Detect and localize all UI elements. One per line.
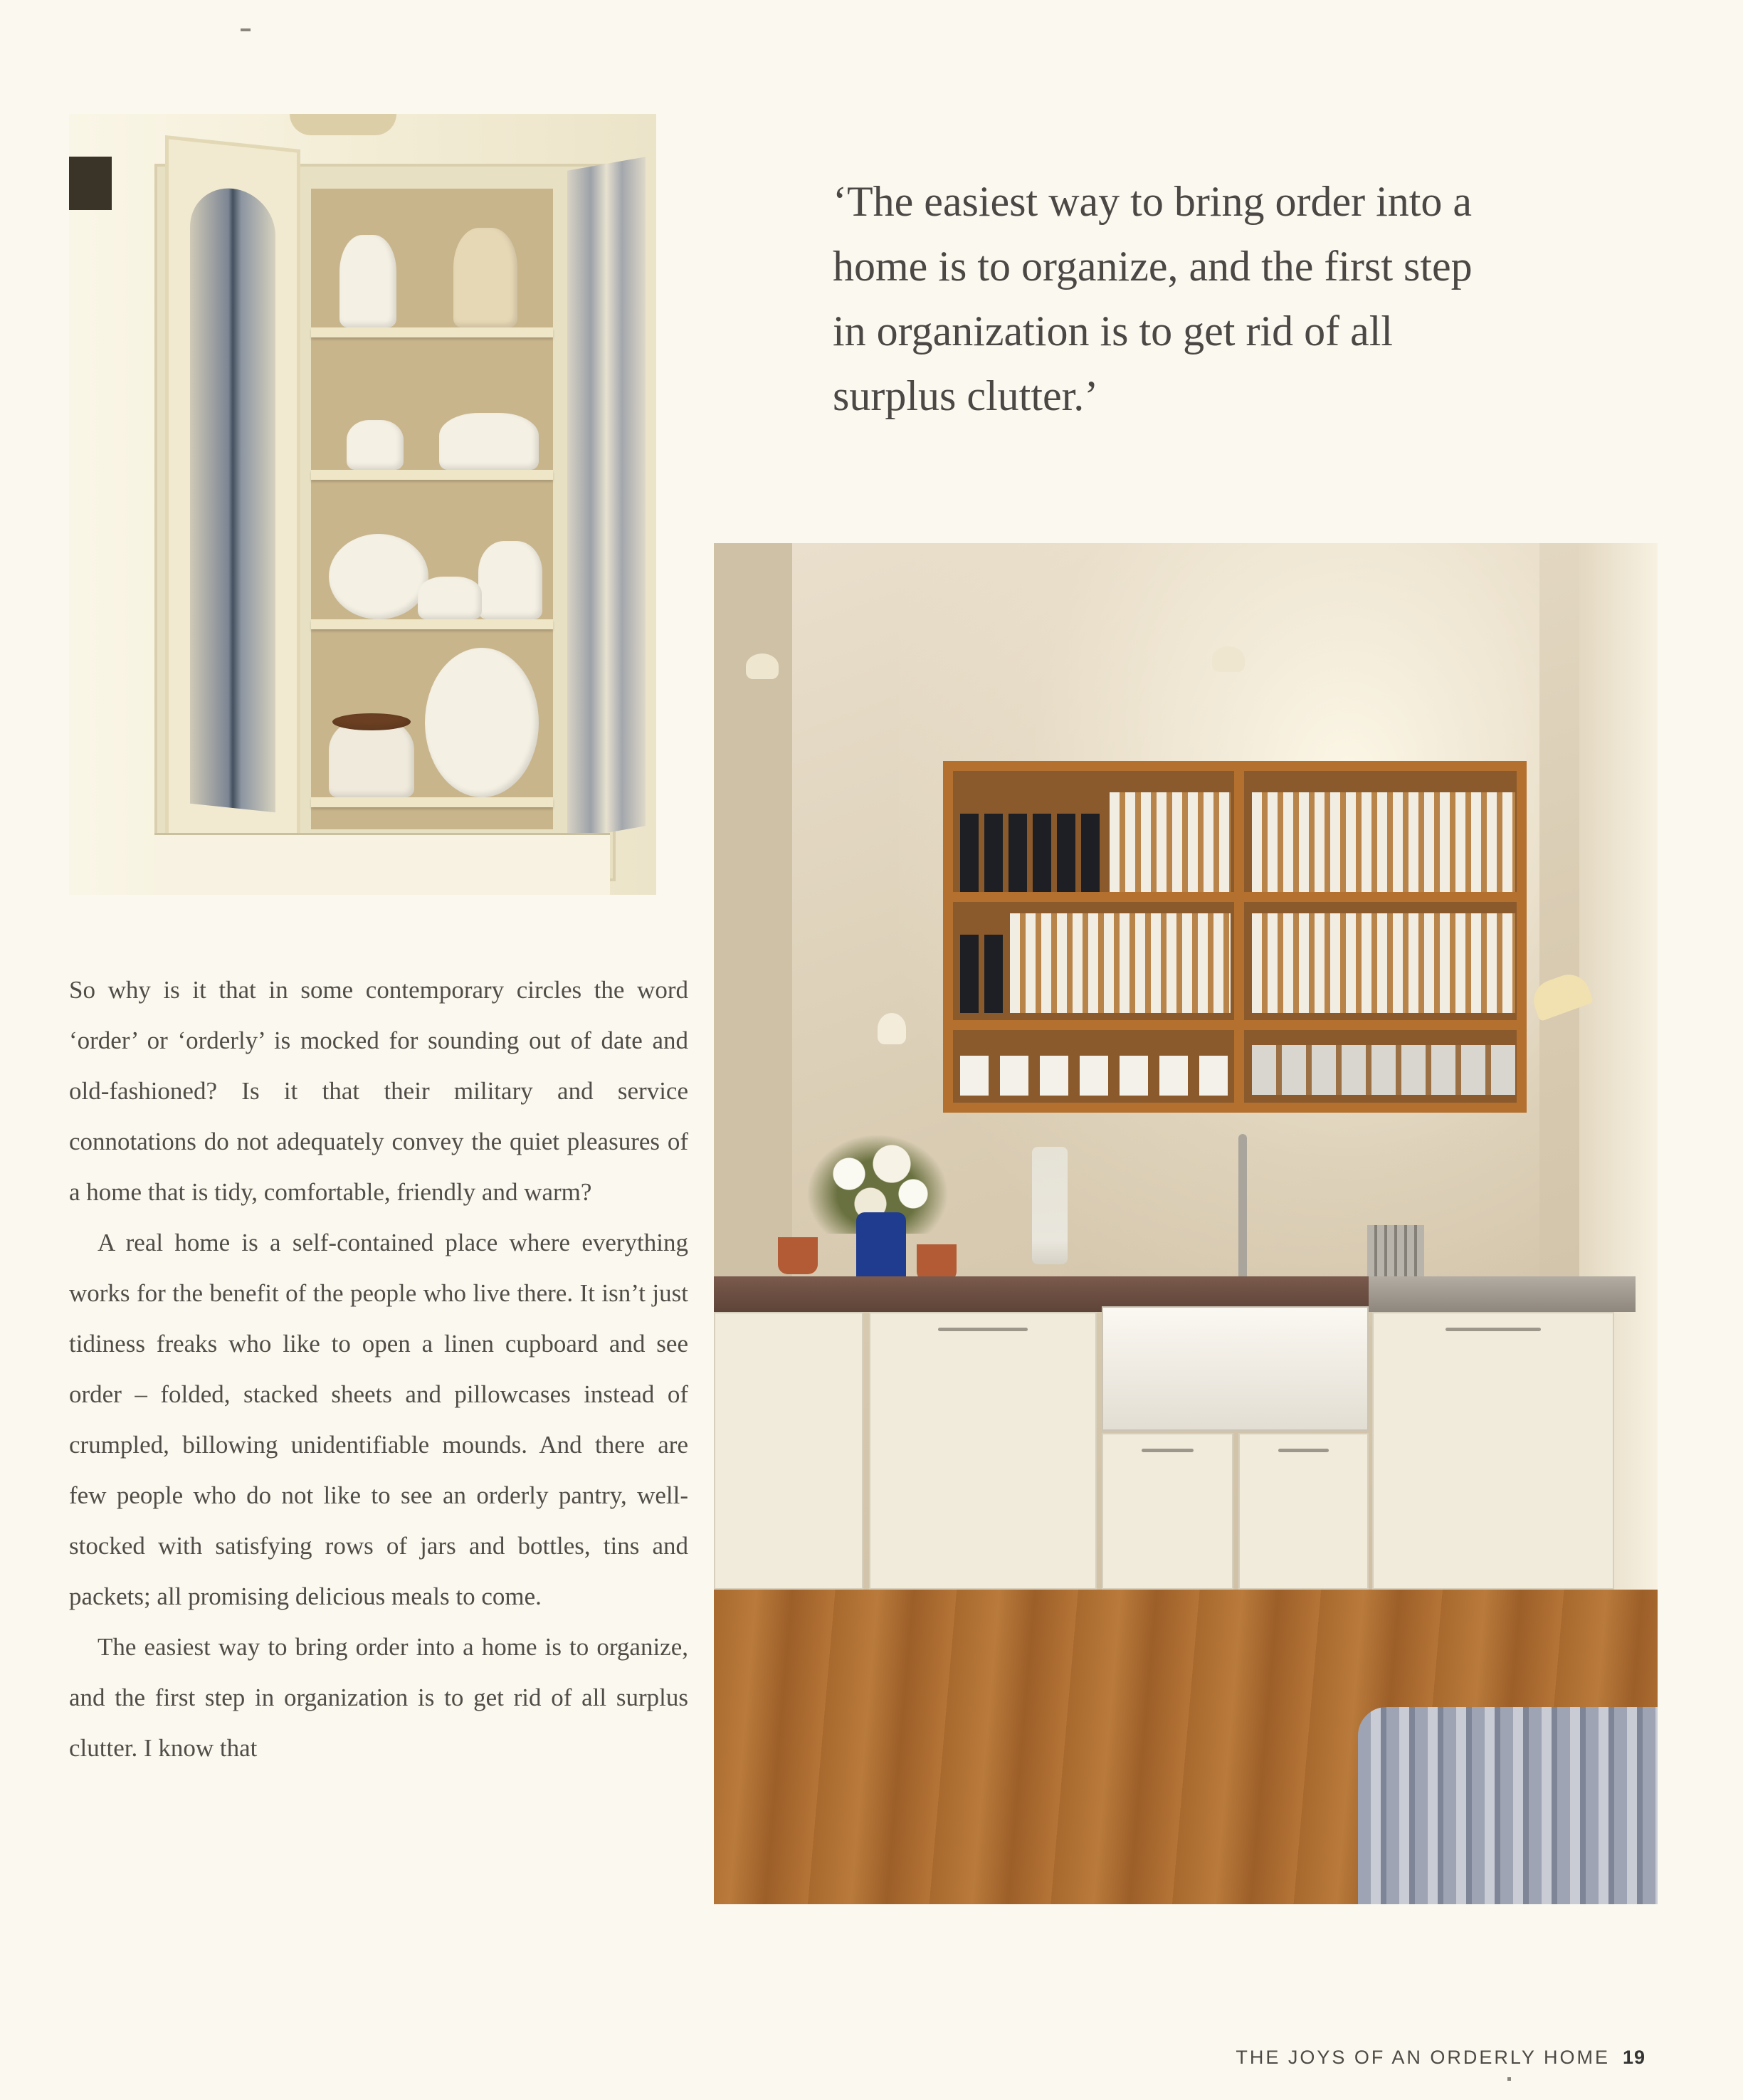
door-glass-panel — [190, 184, 275, 813]
steel-worktop — [1369, 1276, 1636, 1312]
serving-dish — [425, 648, 539, 797]
scan-speck — [1507, 2077, 1511, 2081]
body-paragraph: The easiest way to bring order into a home is to organize, and the first step in organization is to get rid of all surplus clutter. I know that — [69, 1633, 688, 1762]
glasses — [1252, 1045, 1515, 1095]
cupboard-shelf — [311, 797, 553, 807]
white-plates — [1010, 913, 1231, 1013]
dark-plates — [960, 935, 1003, 1013]
tap — [1238, 1134, 1247, 1283]
cake-stand — [339, 235, 396, 327]
white-plates — [329, 534, 428, 619]
cabinet — [1372, 1312, 1614, 1590]
cabinet — [714, 1312, 863, 1590]
wall-light-right — [1212, 646, 1245, 672]
rack-shelf — [953, 892, 1517, 902]
jugs — [347, 420, 404, 470]
body-text — [69, 965, 688, 1773]
scan-speck — [241, 28, 251, 31]
top-bowl — [290, 114, 396, 135]
cupboard-shelf — [311, 327, 553, 337]
running-head: THE JOYS OF AN ORDERLY HOME — [1236, 2047, 1610, 2068]
rack-divider — [1234, 771, 1244, 1103]
white-plates — [1252, 792, 1515, 892]
white-plates — [1252, 913, 1515, 1013]
white-plates — [1110, 792, 1231, 892]
bowl-stack — [478, 541, 542, 619]
cupboard-shelf — [311, 470, 553, 480]
cupboard-photo — [69, 114, 656, 895]
plate-pile — [329, 719, 414, 797]
pull-quote: ‘The easiest way to bring order into a home is to organize, and the first step in organization is to get rid of all surplus clutter.’ — [833, 178, 1473, 419]
blender — [1032, 1147, 1068, 1264]
cabinet — [1102, 1433, 1233, 1590]
cabinet — [869, 1312, 1097, 1590]
cabinet — [1238, 1433, 1369, 1590]
page-footer — [1236, 2047, 1645, 2069]
plate-stack — [418, 577, 482, 619]
cupboard-door-right — [567, 157, 646, 839]
task-lamp-left — [878, 1013, 906, 1044]
rack-shelf — [953, 1020, 1517, 1030]
cupboard-base — [154, 833, 610, 895]
plate-rack — [943, 761, 1527, 1113]
body-paragraph: A real home is a self-contained place where everything works for the benefit of the people who live there. It isn’t just tidiness freaks who like to open a linen cupboard and see order – folded, stacked sheets and pillowcases instead of crumpled, billowing unidentifiable mounds. And there are few people who do not like to see an orderly pantry, well-stocked with satisfying rows of jars and bottles, tins and packets; all promising delicious meals to come. — [69, 1229, 688, 1610]
striped-sofa — [1358, 1707, 1658, 1904]
dark-plates — [960, 814, 1102, 892]
fruit-bowl — [332, 713, 411, 730]
wooden-jar — [453, 228, 517, 327]
wall-light-left — [746, 653, 779, 679]
plant-pot — [778, 1237, 818, 1274]
kitchen-photo — [714, 543, 1658, 1904]
cups — [960, 1056, 1231, 1096]
body-paragraph: So why is it that in some contemporary circles the word ‘order’ or ‘orderly’ is mocked for sounding out of date and old-fashioned? Is it that their military and service connotations do not adequately convey the quiet pleasures of a home that is tidy, comfortable, friendly and warm? — [69, 976, 688, 1206]
cupboard-door-left — [165, 135, 300, 868]
cupboard-shelf — [311, 619, 553, 629]
butler-sink — [1102, 1306, 1369, 1431]
cupboard-shadow — [69, 157, 112, 210]
utensil-pots — [1367, 1225, 1424, 1279]
page-number: 19 — [1622, 2047, 1645, 2068]
cake-stand-small — [439, 413, 539, 470]
